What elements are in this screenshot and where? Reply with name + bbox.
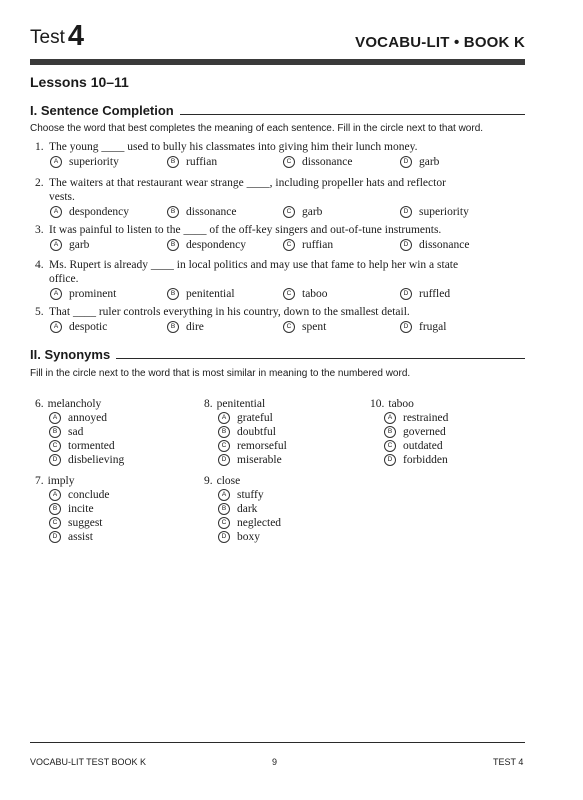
answer-option[interactable] xyxy=(283,156,352,168)
answer-bubble-d[interactable]: D xyxy=(400,288,412,300)
question-text-line xyxy=(35,223,515,237)
page-number: 9 xyxy=(272,757,278,767)
answer-option[interactable] xyxy=(400,288,450,300)
answer-option[interactable] xyxy=(218,412,273,424)
option-label: sad xyxy=(68,426,84,438)
answer-bubble-b[interactable]: B xyxy=(167,321,179,333)
answer-bubble-d[interactable]: D xyxy=(400,321,412,333)
option-label: superiority xyxy=(69,156,119,168)
item-word: taboo xyxy=(388,398,414,410)
answer-bubble-a[interactable]: A xyxy=(49,489,61,501)
answer-option[interactable] xyxy=(167,321,204,333)
option-label: restrained xyxy=(403,412,449,424)
answer-bubble-c[interactable]: C xyxy=(283,156,295,168)
option-label: assist xyxy=(68,531,93,543)
answer-option[interactable] xyxy=(49,426,83,438)
answer-bubble-a[interactable]: A xyxy=(218,412,230,424)
answer-option[interactable] xyxy=(283,206,322,218)
option-label: spent xyxy=(302,321,327,333)
answer-bubble-b[interactable]: B xyxy=(167,156,179,168)
section1-title: I. Sentence Completion xyxy=(30,103,174,118)
question-text-line: office. xyxy=(49,273,79,285)
answer-option[interactable] xyxy=(49,489,110,501)
answer-option[interactable] xyxy=(283,321,326,333)
answer-option[interactable] xyxy=(384,412,448,424)
answer-option[interactable] xyxy=(283,239,333,251)
answer-option[interactable] xyxy=(218,426,276,438)
question-number: 2. xyxy=(35,177,44,189)
option-label: doubtful xyxy=(237,426,276,438)
option-label: garb xyxy=(302,206,323,218)
option-label: dissonance xyxy=(419,239,470,251)
section2-instructions: Fill in the circle next to the word that is most similar in meaning to the numbered word. xyxy=(30,368,411,379)
option-label: annoyed xyxy=(68,412,107,424)
answer-bubble-a[interactable]: A xyxy=(384,412,396,424)
item-word: close xyxy=(216,475,241,487)
item-word: penitential xyxy=(216,398,266,410)
answer-option[interactable] xyxy=(283,288,328,300)
answer-option[interactable] xyxy=(384,454,448,466)
answer-bubble-b[interactable]: B xyxy=(167,206,179,218)
answer-option[interactable] xyxy=(49,412,107,424)
section1-heading xyxy=(30,103,525,118)
series-title: VOCABU-LIT • BOOK K xyxy=(355,34,525,51)
answer-option[interactable] xyxy=(50,206,129,218)
option-label: neglected xyxy=(237,517,282,529)
answer-option[interactable] xyxy=(50,288,116,300)
answer-bubble-a[interactable]: A xyxy=(218,489,230,501)
option-label: garb xyxy=(419,156,440,168)
answer-bubble-b[interactable]: B xyxy=(49,503,61,515)
answer-option[interactable] xyxy=(400,206,469,218)
option-label: ruffian xyxy=(186,156,218,168)
synonym-item-8 xyxy=(204,398,265,410)
option-label: governed xyxy=(403,426,446,438)
answer-bubble-c[interactable]: C xyxy=(283,321,295,333)
synonym-item-10 xyxy=(370,398,414,410)
test-number: 4 xyxy=(67,20,84,52)
question-text: It was painful to listen to the ____ of the off-key singers and out-of-tune instruments. xyxy=(49,224,442,236)
answer-option[interactable] xyxy=(167,239,246,251)
synonym-item-6 xyxy=(35,398,101,410)
synonym-item-7 xyxy=(35,475,74,487)
answer-bubble-c[interactable]: C xyxy=(49,517,61,529)
option-label: outdated xyxy=(403,440,443,452)
option-label: suggest xyxy=(68,517,103,529)
answer-option[interactable] xyxy=(49,531,93,543)
option-label: prominent xyxy=(69,288,117,300)
answer-option[interactable] xyxy=(218,503,257,515)
answer-bubble-c[interactable]: C xyxy=(283,288,295,300)
answer-option[interactable] xyxy=(400,156,439,168)
section2-rule xyxy=(116,358,525,359)
option-label: dire xyxy=(186,321,204,333)
footer-right: TEST 4 xyxy=(493,757,524,767)
answer-option[interactable] xyxy=(49,503,94,515)
answer-bubble-d[interactable]: D xyxy=(49,454,61,466)
option-label: tormented xyxy=(68,440,115,452)
option-label: dissonance xyxy=(186,206,237,218)
footer-rule xyxy=(30,742,525,743)
question-text: The waiters at that restaurant wear strange ____, including propeller hats and reflector xyxy=(49,177,446,189)
test-word: Test xyxy=(30,27,65,48)
option-label: dark xyxy=(237,503,258,515)
answer-option[interactable] xyxy=(50,156,119,168)
question-text-line xyxy=(35,258,515,272)
option-label: frugal xyxy=(419,321,447,333)
question-1 xyxy=(35,140,515,154)
answer-option[interactable] xyxy=(218,531,260,543)
answer-bubble-b[interactable]: B xyxy=(218,503,230,515)
answer-bubble-a[interactable]: A xyxy=(49,412,61,424)
question-3 xyxy=(35,223,515,237)
question-5 xyxy=(35,305,515,319)
answer-bubble-c[interactable]: C xyxy=(384,440,396,452)
answer-bubble-d[interactable]: D xyxy=(218,531,230,543)
question-number: 1. xyxy=(35,141,44,153)
answer-option[interactable] xyxy=(167,206,236,218)
option-label: boxy xyxy=(237,531,260,543)
answer-option[interactable] xyxy=(167,288,235,300)
answer-option[interactable] xyxy=(218,517,281,529)
option-label: despondency xyxy=(69,206,130,218)
answer-option[interactable] xyxy=(400,321,446,333)
answer-bubble-a[interactable]: A xyxy=(50,156,62,168)
answer-bubble-c[interactable]: C xyxy=(283,239,295,251)
question-text-line xyxy=(35,176,515,190)
item-number: 9. xyxy=(204,475,213,487)
option-label: garb xyxy=(69,239,90,251)
question-number: 3. xyxy=(35,224,44,236)
answer-option[interactable] xyxy=(49,454,124,466)
answer-bubble-b[interactable]: B xyxy=(49,426,61,438)
footer-left: VOCABU-LIT TEST BOOK K xyxy=(30,757,147,767)
answer-bubble-d[interactable]: D xyxy=(384,454,396,466)
answer-bubble-b[interactable]: B xyxy=(218,426,230,438)
option-label: dissonance xyxy=(302,156,353,168)
option-label: forbidden xyxy=(403,454,448,466)
question-text-line: vests. xyxy=(49,191,75,203)
section1-instructions: Choose the word that best completes the meaning of each sentence. Fill in the circle next to that word. xyxy=(30,123,484,134)
section2-title: II. Synonyms xyxy=(30,347,111,362)
answer-option[interactable] xyxy=(49,517,103,529)
option-label: conclude xyxy=(68,489,110,501)
answer-bubble-d[interactable]: D xyxy=(400,239,412,251)
question-text-line xyxy=(35,305,515,319)
answer-bubble-b[interactable]: B xyxy=(384,426,396,438)
item-number: 7. xyxy=(35,475,44,487)
answer-bubble-d[interactable]: D xyxy=(400,206,412,218)
answer-bubble-a[interactable]: A xyxy=(50,321,62,333)
answer-option[interactable] xyxy=(49,440,115,452)
item-number: 10. xyxy=(370,398,385,410)
lessons-heading: Lessons 10–11 xyxy=(30,74,129,90)
answer-option[interactable] xyxy=(400,239,469,251)
answer-bubble-d[interactable]: D xyxy=(218,454,230,466)
answer-bubble-a[interactable]: A xyxy=(50,239,62,251)
answer-bubble-a[interactable]: A xyxy=(50,206,62,218)
option-label: penitential xyxy=(186,288,235,300)
option-label: miserable xyxy=(237,454,282,466)
test-heading xyxy=(30,20,84,53)
item-word: imply xyxy=(47,475,75,487)
option-label: remorseful xyxy=(237,440,287,452)
answer-option[interactable] xyxy=(167,156,217,168)
answer-bubble-c[interactable]: C xyxy=(218,440,230,452)
question-number: 5. xyxy=(35,306,44,318)
section2-heading xyxy=(30,347,525,362)
option-label: disbelieving xyxy=(68,454,125,466)
answer-option[interactable] xyxy=(218,454,282,466)
option-label: despotic xyxy=(69,321,108,333)
section1-rule xyxy=(180,114,525,115)
answer-option[interactable] xyxy=(384,426,446,438)
item-word: melancholy xyxy=(47,398,102,410)
answer-bubble-c[interactable]: C xyxy=(49,440,61,452)
option-label: superiority xyxy=(419,206,469,218)
option-label: despondency xyxy=(186,239,247,251)
option-label: ruffian xyxy=(302,239,334,251)
option-label: ruffled xyxy=(419,288,451,300)
item-number: 8. xyxy=(204,398,213,410)
answer-option[interactable] xyxy=(384,440,443,452)
answer-bubble-c[interactable]: C xyxy=(218,517,230,529)
question-text: Ms. Rupert is already ____ in local politics and may use that fame to help her win a state xyxy=(49,259,459,271)
answer-option[interactable] xyxy=(50,239,89,251)
answer-bubble-d[interactable]: D xyxy=(49,531,61,543)
header-rule xyxy=(30,59,525,65)
answer-option[interactable] xyxy=(218,440,287,452)
option-label: stuffy xyxy=(237,489,264,501)
question-text: That ____ ruler controls everything in his country, down to the smallest detail. xyxy=(49,306,410,318)
answer-bubble-a[interactable]: A xyxy=(50,288,62,300)
question-text: The young ____ used to bully his classmates into giving him their lunch money. xyxy=(49,141,418,153)
answer-option[interactable] xyxy=(218,489,264,501)
question-2 xyxy=(35,176,515,204)
item-number: 6. xyxy=(35,398,44,410)
option-label: grateful xyxy=(237,412,273,424)
option-label: taboo xyxy=(302,288,328,300)
answer-bubble-b[interactable]: B xyxy=(167,288,179,300)
question-number: 4. xyxy=(35,259,44,271)
synonym-item-9 xyxy=(204,475,240,487)
answer-option[interactable] xyxy=(50,321,107,333)
question-4 xyxy=(35,258,515,286)
option-label: incite xyxy=(68,503,94,515)
question-text-line xyxy=(35,140,515,154)
answer-bubble-b[interactable]: B xyxy=(167,239,179,251)
answer-bubble-c[interactable]: C xyxy=(283,206,295,218)
answer-bubble-d[interactable]: D xyxy=(400,156,412,168)
